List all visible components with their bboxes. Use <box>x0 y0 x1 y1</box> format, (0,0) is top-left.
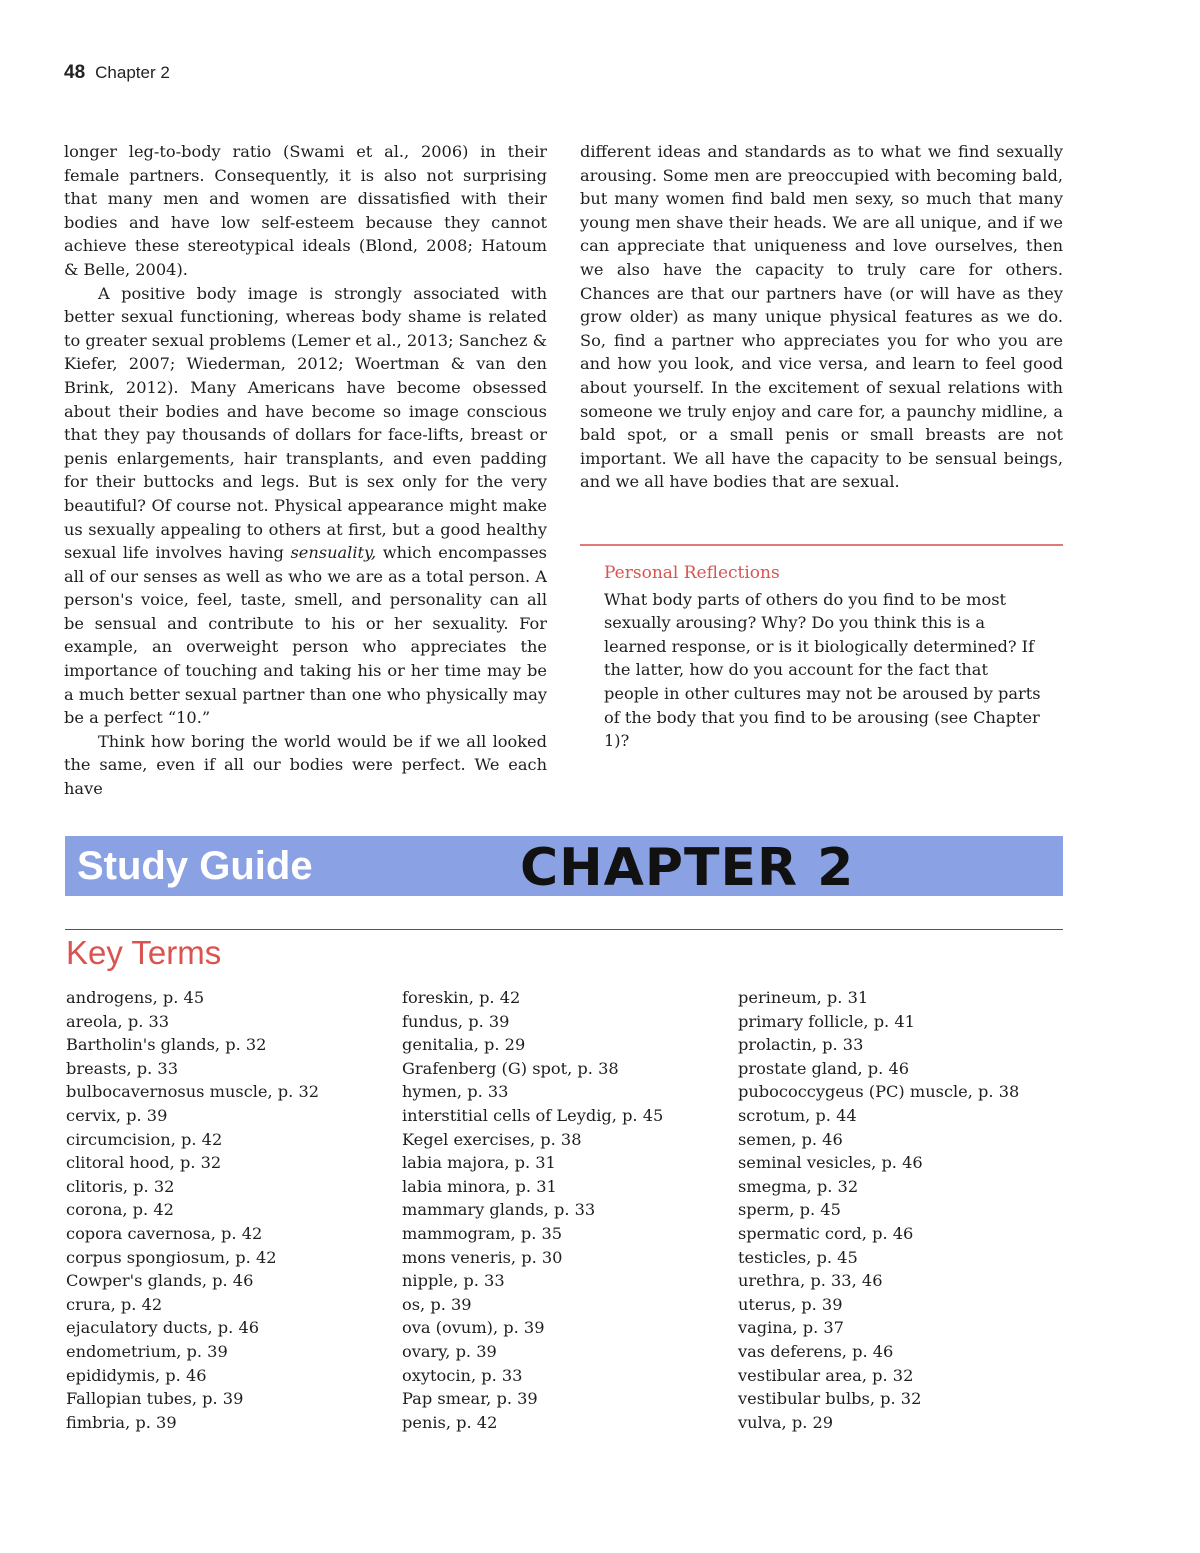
paragraph <box>64 282 547 730</box>
key-term: ejaculatory ducts, p. 46 <box>66 1318 260 1338</box>
key-terms-column-2 <box>402 986 663 1434</box>
key-term: Grafenberg (G) spot, p. 38 <box>402 1058 619 1078</box>
study-guide-label: Study Guide <box>77 844 313 888</box>
key-term: mons veneris, p. 30 <box>402 1247 563 1267</box>
key-term: labia minora, p. 31 <box>402 1176 557 1196</box>
key-term: oxytocin, p. 33 <box>402 1365 523 1385</box>
key-term: Kegel exercises, p. 38 <box>402 1129 582 1149</box>
key-term: nipple, p. 33 <box>402 1271 505 1291</box>
paragraph: different ideas and standards as to what we find sexually arousing. Some men are preoccupied with becoming bald, but many women find bald men sexy, so much that many young men shave their heads. We are all unique, and if we can appreciate that uniqueness and love ourselves, then we also have the capacity to truly care for others. Chances are that our partners have (or will have as they grow older) as many unique physical features as we do. So, find a partner who appreciates you for who you are and how you look, and vice versa, and learn to feel good about yourself. In the excitement of sexual relations with someone we truly enjoy and care for, a paunchy midline, a bald spot, or a small penis or small breasts are not important. We all have the capacity to be sensual beings, and we all have bodies that are sexual. <box>580 142 1063 492</box>
key-term: cervix, p. 39 <box>66 1105 168 1125</box>
key-term: copora cavernosa, p. 42 <box>66 1223 263 1243</box>
key-term: epididymis, p. 46 <box>66 1365 207 1385</box>
page-number: 48 <box>64 62 86 83</box>
key-term: clitoris, p. 32 <box>66 1176 175 1196</box>
paragraph: Think how boring the world would be if we all looked the same, even if all our bodies were perfect. We each have <box>64 731 547 799</box>
key-term: genitalia, p. 29 <box>402 1035 526 1055</box>
running-head: Chapter 2 <box>95 63 170 82</box>
key-term: androgens, p. 45 <box>66 988 205 1007</box>
key-term: testicles, p. 45 <box>738 1247 858 1267</box>
personal-reflections-box <box>604 562 1044 753</box>
key-term: Cowper's glands, p. 46 <box>66 1271 254 1291</box>
key-term: penis, p. 42 <box>402 1412 498 1432</box>
key-term: circumcision, p. 42 <box>66 1129 223 1149</box>
key-term: corpus spongiosum, p. 42 <box>66 1247 277 1267</box>
body-column-right <box>580 140 1063 494</box>
key-term: urethra, p. 33, 46 <box>738 1271 883 1291</box>
key-term: prostate gland, p. 46 <box>738 1058 910 1078</box>
key-term: seminal vesicles, p. 46 <box>738 1153 923 1173</box>
study-guide-banner <box>65 836 1063 896</box>
key-terms-column-1 <box>66 986 319 1434</box>
key-term: clitoral hood, p. 32 <box>66 1153 222 1173</box>
key-term: vas deferens, p. 46 <box>738 1341 894 1361</box>
key-term: corona, p. 42 <box>66 1200 174 1220</box>
key-term: fundus, p. 39 <box>402 1011 510 1031</box>
key-term: prolactin, p. 33 <box>738 1035 864 1055</box>
key-term: hymen, p. 33 <box>402 1082 509 1102</box>
paragraph-text: A positive body image is strongly associated with better sexual functioning, whereas body shame is related to greater sexual problems (Lemer et al., 2013; Sanchez & Kiefer, 2007; Wiederman, 2012; Woertman & van den Brink, 2012). Many Americans have become obsessed about their bodies and have become so image conscious that they pay thousands of dollars for face-lifts, breast or penis enlargements, hair transplants, and even padding for their buttocks and legs. But is sex only for the very beautiful? Of course not. Physical appearance might make us sexually appealing to others at first, but a good healthy sexual life involves having <box>64 283 547 563</box>
section-divider <box>65 929 1063 930</box>
key-term: mammogram, p. 35 <box>402 1223 563 1243</box>
reflections-title: Personal Reflections <box>604 563 780 583</box>
key-term: vulva, p. 29 <box>738 1412 834 1432</box>
key-term: scrotum, p. 44 <box>738 1105 857 1125</box>
key-terms-title: Key Terms <box>66 934 222 971</box>
key-term: uterus, p. 39 <box>738 1294 843 1314</box>
key-term: breasts, p. 33 <box>66 1058 178 1078</box>
key-term: perineum, p. 31 <box>738 988 869 1007</box>
reflections-divider <box>580 544 1063 546</box>
chapter-label: CHAPTER 2 <box>520 838 855 898</box>
body-column-left <box>64 140 547 801</box>
key-term: Pap smear, p. 39 <box>402 1389 538 1409</box>
key-term: spermatic cord, p. 46 <box>738 1223 914 1243</box>
key-term: vestibular area, p. 32 <box>738 1365 914 1385</box>
key-term: interstitial cells of Leydig, p. 45 <box>402 1105 664 1125</box>
key-term: primary follicle, p. 41 <box>738 1011 915 1031</box>
key-term: os, p. 39 <box>402 1294 472 1314</box>
key-terms-column-3 <box>738 986 1019 1434</box>
key-term: areola, p. 33 <box>66 1011 170 1031</box>
key-term: fimbria, p. 39 <box>66 1412 177 1432</box>
key-term: Fallopian tubes, p. 39 <box>66 1389 244 1409</box>
key-term-italic: sensuality, <box>290 543 377 563</box>
reflections-text: What body parts of others do you find to be most sexually arousing? Why? Do you think this is a learned response, or is it biologically determined? If the latter, how do you account for the fact that people in other cultures may not be aroused by parts of the body that you find to be arousing (see Chapter 1)? <box>604 589 1041 751</box>
key-term: bulbocavernosus muscle, p. 32 <box>66 1082 320 1102</box>
key-term: Bartholin's glands, p. 32 <box>66 1035 267 1055</box>
key-term: smegma, p. 32 <box>738 1176 859 1196</box>
key-term: sperm, p. 45 <box>738 1200 841 1220</box>
key-term: pubococcygeus (PC) muscle, p. 38 <box>738 1082 1020 1102</box>
key-term: mammary glands, p. 33 <box>402 1200 596 1220</box>
key-term: semen, p. 46 <box>738 1129 843 1149</box>
key-term: crura, p. 42 <box>66 1294 163 1314</box>
key-term: labia majora, p. 31 <box>402 1153 556 1173</box>
key-term: vagina, p. 37 <box>738 1318 844 1338</box>
key-term: ovary, p. 39 <box>402 1341 497 1361</box>
key-term: vestibular bulbs, p. 32 <box>738 1389 922 1409</box>
key-term: ova (ovum), p. 39 <box>402 1318 545 1338</box>
key-term: foreskin, p. 42 <box>402 988 521 1007</box>
paragraph: longer leg-to-body ratio (Swami et al., 2006) in their female partners. Consequently, it is also not surprising that many men and women are dissatisfied with their bodies and have low self-esteem because they cannot achieve these stereotypical ideals (Blond, 2008; Hatoum & Belle, 2004). <box>64 142 547 279</box>
paragraph-text: which encompasses all of our senses as well as who we are as a total person. A person's voice, feel, taste, smell, and personality can all be sensual and contribute to his or her sexuality. For example, an overweight person who appreciates the importance of touching and taking his or her time may be a much better sexual partner than one who physically may be a perfect “10.” <box>64 543 547 728</box>
key-term: endometrium, p. 39 <box>66 1341 228 1361</box>
page-header <box>64 62 170 84</box>
